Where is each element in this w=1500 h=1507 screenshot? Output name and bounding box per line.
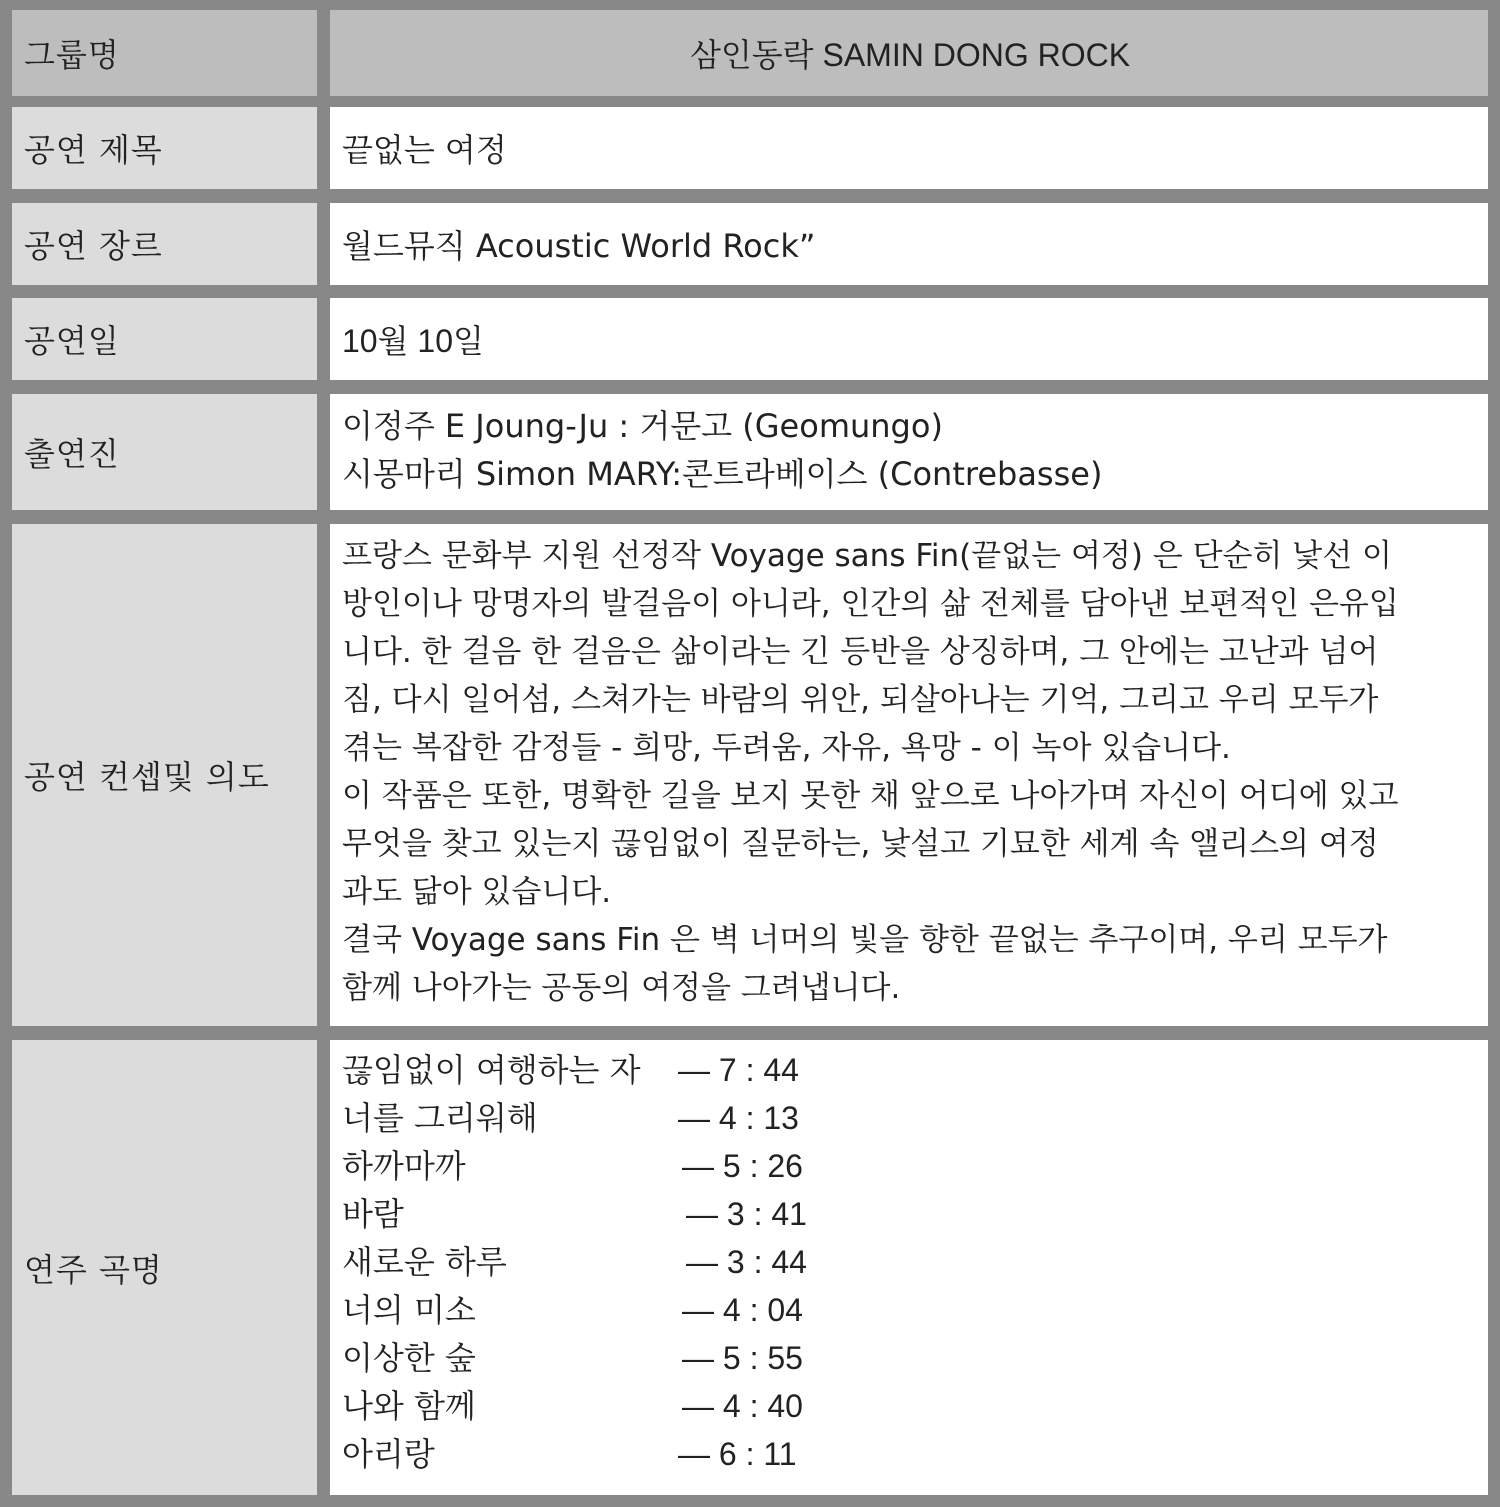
song-title: 아리랑 [342, 1435, 435, 1473]
row-genre [0, 203, 1500, 285]
song-title: 너의 미소 [342, 1291, 476, 1329]
song-item [342, 1094, 1478, 1142]
concept-line: 겪는 복잡한 감정들 - 희망, 두려움, 자유, 욕망 - 이 녹아 있습니다. [342, 730, 1231, 766]
song-title: 이상한 숲 [342, 1339, 476, 1377]
label-cast: 출연진 [12, 394, 317, 510]
value-concept [330, 524, 1488, 1026]
value-group: 삼인동락 SAMIN DONG ROCK [330, 10, 1488, 96]
song-title: 너를 그리워해 [342, 1099, 538, 1137]
song-title: 새로운 하루 [342, 1243, 507, 1281]
row-title [0, 107, 1500, 189]
row-date [0, 298, 1500, 380]
concept-line: 결국 Voyage sans Fin 은 벽 너머의 빛을 향한 끝없는 추구이며, 우리 모두가 [342, 922, 1388, 958]
value-setlist [330, 1040, 1488, 1495]
song-title: 끊임없이 여행하는 자 [342, 1051, 641, 1089]
song-duration: — 7 : 44 [678, 1052, 799, 1088]
value-cast [330, 394, 1488, 510]
value-title: 끝없는 여정 [330, 107, 1488, 189]
label-group: 그룹명 [12, 10, 317, 96]
song-duration: — 6 : 11 [678, 1436, 797, 1472]
concept-line: 함께 나아가는 공동의 여정을 그려냅니다. [342, 970, 901, 1006]
song-title: 나와 함께 [342, 1387, 476, 1425]
concept-line: 니다. 한 걸음 한 걸음은 삶이라는 긴 등반을 상징하며, 그 안에는 고난과 넘어 [342, 634, 1379, 670]
value-date: 10월 10일 [330, 298, 1488, 380]
cast-line: 이정주 E Joung-Ju : 거문고 (Geomungo) [342, 407, 943, 445]
label-title: 공연 제목 [12, 107, 317, 189]
song-duration: — 4 : 13 [678, 1100, 799, 1136]
song-duration: — 5 : 26 [682, 1148, 803, 1184]
song-item [342, 1430, 1478, 1478]
song-item [342, 1286, 1478, 1334]
concept-line: 프랑스 문화부 지원 선정작 Voyage sans Fin(끝없는 여정) 은 단순히 낯선 이 [342, 538, 1392, 574]
row-concept [0, 524, 1500, 1026]
row-cast [0, 394, 1500, 510]
concept-line: 방인이나 망명자의 발걸음이 아니라, 인간의 삶 전체를 담아낸 보편적인 은유입 [342, 586, 1399, 622]
label-date: 공연일 [12, 298, 317, 380]
song-item [342, 1190, 1478, 1238]
song-item [342, 1334, 1478, 1382]
label-setlist: 연주 곡명 [12, 1040, 317, 1495]
song-duration: — 5 : 55 [682, 1340, 803, 1376]
concept-line: 무엇을 찾고 있는지 끊임없이 질문하는, 낯설고 기묘한 세계 속 앨리스의 여정 [342, 826, 1379, 862]
song-duration: — 4 : 40 [682, 1388, 803, 1424]
song-item [342, 1142, 1478, 1190]
song-item [342, 1382, 1478, 1430]
song-title: 바람 [342, 1195, 404, 1233]
song-duration: — 4 : 04 [682, 1292, 803, 1328]
row-group [0, 10, 1500, 96]
concept-line: 이 작품은 또한, 명확한 길을 보지 못한 채 앞으로 나아가며 자신이 어디에 있고 [342, 778, 1399, 814]
row-setlist [0, 1040, 1500, 1495]
cast-line: 시몽마리 Simon MARY:콘트라베이스 (Contrebasse) [342, 455, 1103, 493]
song-item [342, 1046, 1478, 1094]
label-concept: 공연 컨셉및 의도 [12, 524, 317, 1026]
label-genre: 공연 장르 [12, 203, 317, 285]
song-item [342, 1238, 1478, 1286]
song-duration: — 3 : 44 [686, 1244, 807, 1280]
song-title: 하까마까 [342, 1147, 466, 1185]
value-genre: 월드뮤직 Acoustic World Rock” [330, 203, 1488, 285]
concept-line: 과도 닮아 있습니다. [342, 874, 612, 910]
concept-line: 짐, 다시 일어섬, 스쳐가는 바람의 위안, 되살아나는 기억, 그리고 우리 모두가 [342, 682, 1379, 718]
song-duration: — 3 : 41 [686, 1196, 807, 1232]
